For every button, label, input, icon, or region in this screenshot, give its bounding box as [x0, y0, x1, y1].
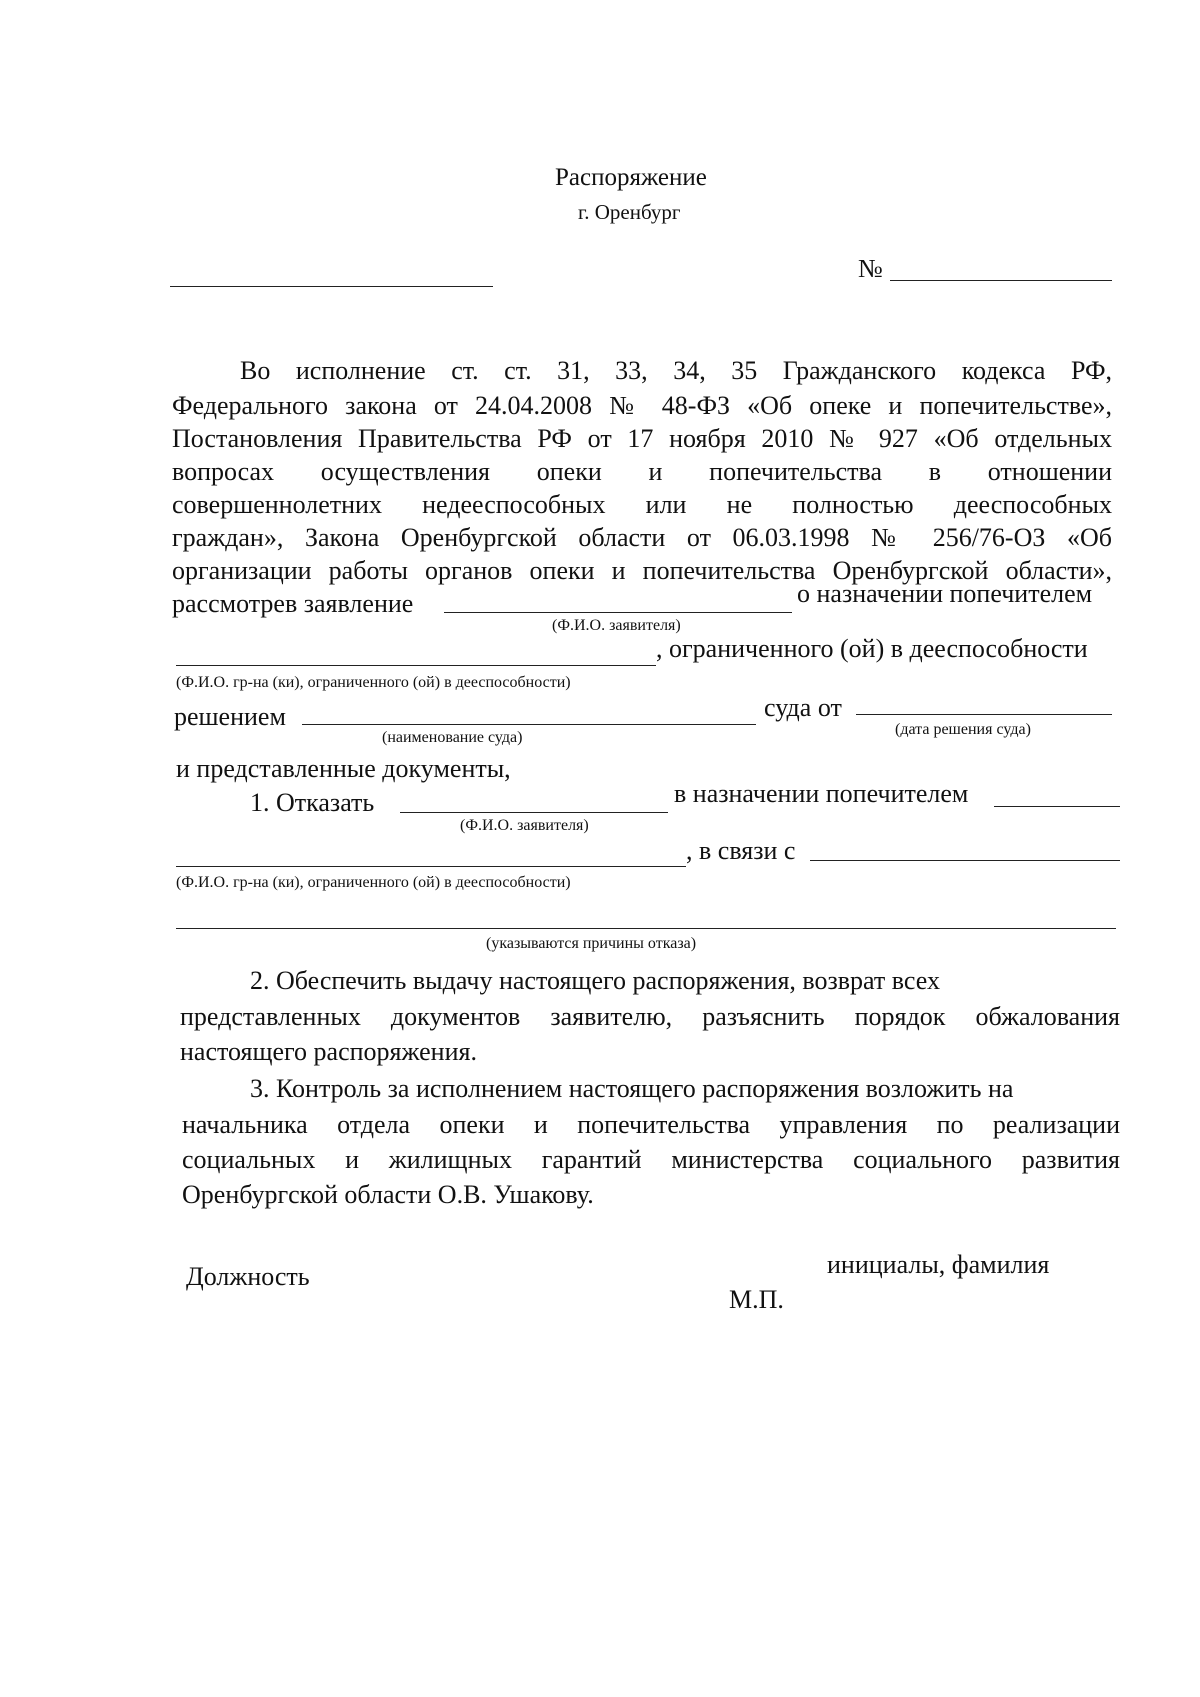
item1-limited-blank [176, 866, 686, 867]
decision-prefix: решением [174, 702, 286, 731]
intro-line-4: вопросах осуществления опеки и попечительства в отношении [172, 457, 1112, 486]
limited-suffix: , ограниченного (ой) в дееспособности [656, 634, 1088, 663]
court-name-blank [302, 724, 756, 725]
intro-line-1: Во исполнение ст. ст. 31, 33, 34, 35 Гражданского кодекса РФ, [240, 356, 1112, 385]
item1-due-blank [810, 860, 1120, 861]
signature-name: инициалы, фамилия [827, 1250, 1050, 1279]
applicant-blank [444, 612, 792, 613]
document-city: г. Оренбург [578, 200, 681, 224]
item1-applicant-blank [400, 812, 668, 813]
seal-label: М.П. [729, 1285, 784, 1314]
caption-court-date: (дата решения суда) [895, 721, 1031, 738]
item3-line-4: Оренбургской области О.В. Ушакову. [182, 1180, 594, 1209]
reasons-blank [176, 928, 1116, 929]
item2-line-3: настоящего распоряжения. [180, 1037, 477, 1066]
caption-reasons: (указываются причины отказа) [486, 935, 697, 952]
caption-limited-person-2: (Ф.И.О. гр-на (ки), ограниченного (ой) в дееспособности) [176, 874, 571, 891]
signature-position: Должность [186, 1262, 310, 1291]
item3-line-2: начальника отдела опеки и попечительства управления по реализации [182, 1110, 1120, 1139]
considered-prefix: рассмотрев заявление [172, 589, 414, 618]
caption-applicant-2: (Ф.И.О. заявителя) [460, 817, 589, 834]
item1-due: , в связи с [686, 836, 796, 865]
intro-line-3: Постановления Правительства РФ от 17 ноября 2010 № 927 «Об отдельных [172, 424, 1112, 453]
intro-line-2: Федерального закона от 24.04.2008 № 48-ФЗ «Об опеке и попечительстве», [172, 391, 1112, 420]
court-label: суда от [764, 693, 842, 722]
item1-prefix: 1. Отказать [250, 788, 375, 817]
number-label: № [858, 254, 883, 283]
item3-line-3: социальных и жилищных гарантий министерства социального развития [182, 1145, 1120, 1174]
intro-line-7: организации работы органов опеки и попечительства Оренбургской области», [172, 556, 1112, 585]
item1-mid: в назначении попечителем [674, 779, 969, 808]
considered-suffix: о назначении попечителем [797, 579, 1093, 608]
intro-line-5: совершеннолетних недееспособных или не полностью дееспособных [172, 490, 1112, 519]
caption-applicant: (Ф.И.О. заявителя) [552, 617, 681, 634]
number-blank [890, 280, 1112, 281]
intro-line-6: граждан», Закона Оренбургской области от 06.03.1998 № 256/76-ОЗ «Об [172, 523, 1112, 552]
caption-court-name: (наименование суда) [382, 729, 523, 746]
item3-line-1: 3. Контроль за исполнением настоящего распоряжения возложить на [250, 1074, 1014, 1103]
item1-guardian-blank [994, 806, 1120, 807]
item2-line-2: представленных документов заявителю, разъяснить порядок обжалования [180, 1002, 1120, 1031]
document-title: Распоряжение [555, 164, 707, 191]
court-date-blank [856, 714, 1112, 715]
limited-person-blank [176, 665, 656, 666]
documents-line: и представленные документы, [176, 754, 511, 783]
item2-line-1: 2. Обеспечить выдачу настоящего распоряжения, возврат всех [250, 966, 940, 995]
date-blank [170, 286, 493, 287]
caption-limited-person: (Ф.И.О. гр-на (ки), ограниченного (ой) в дееспособности) [176, 674, 571, 691]
